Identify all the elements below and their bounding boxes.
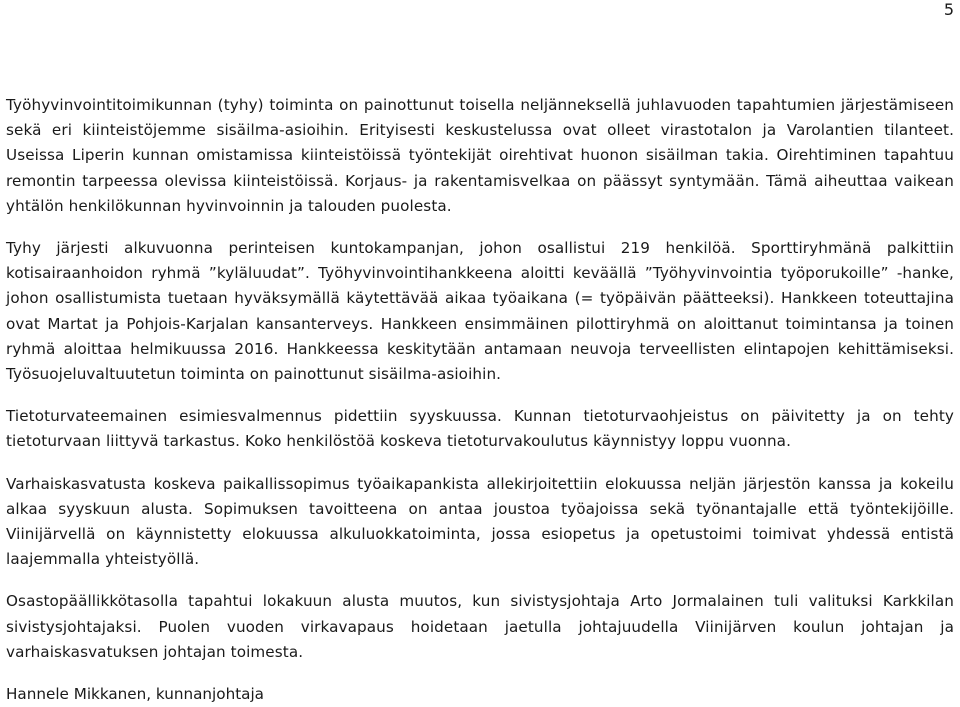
paragraph-early-education: Varhaiskasvatusta koskeva paikallissopimus työaikapankista allekirjoitettiin elokuussa neljän järjestön kanssa ja kokeilu alkaa syyskuun alusta. Sopimuksen tavoitteena on antaa joustoa työajoissa sekä työnantajalle että työntekijöille. Viinijärvellä on käynnistetty elokuussa alkuluokkatoiminta, jossa esiopetus ja opetustoimi toimivat yhdessä entistä laajemmalla yhteistyöllä. (6, 474, 954, 569)
paragraph-department-heads: Osastopäällikkötasolla tapahtui lokakuun alusta muutos, kun sivistysjohtaja Arto Jormalainen tuli valituksi Karkkilan sivistysjohtajaksi. Puolen vuoden virkavapaus hoidetaan jaetulla johtajuudella Viinijärven koulun johtajan ja varhaiskasvatuksen johtajan toimesta. (6, 592, 954, 661)
page-number: 5 (943, 0, 954, 19)
signature: Hannele Mikkanen, kunnanjohtaja (6, 685, 264, 704)
document-body (6, 93, 954, 707)
paragraph-data-security: Tietoturvateemainen esimiesvalmennus pidettiin syyskuussa. Kunnan tietoturvaohjeistus on päivitetty ja on tehty tietoturvaan liittyvä tarkastus. Koko henkilöstöä koskeva tietoturvakoulutus käynnistyy loppu vuonna. (6, 407, 954, 451)
paragraph-fitness-campaign: Tyhy järjesti alkuvuonna perinteisen kuntokampanjan, johon osallistui 219 henkilöä. Sporttiryhmänä palkittiin kotisairaanhoidon ryhmä ”kyläluudat”. Työhyvinvointihankkeena aloitti keväällä ”Työhyvinvointia työporukoille” -hanke, johon osallistumista tuetaan hyväksymällä käytettävää aikaa työaikana (= työpäivän päätteeksi). Hankkeen toteuttajina ovat Martat ja Pohjois-Karjalan kansanterveys. Hankkeen ensimmäinen pilottiryhmä on aloittanut toimintansa ja toinen ryhmä aloittaa helmikuussa 2016. Hankkeessa keskitytään antamaan neuvoja terveellisten elintapojen kehittämiseksi. Työsuojeluvaltuutetun toiminta on painottunut sisäilma-asioihin. (6, 239, 954, 384)
paragraph-wellbeing-committee: Työhyvinvointitoimikunnan (tyhy) toiminta on painottunut toisella neljänneksellä juhlavuoden tapahtumien järjestämiseen sekä eri kiinteistöjemme sisäilma-asioihin. Erityisesti keskustelussa ovat olleet virastotalon ja Varolantien tilanteet. Useissa Liperin kunnan omistamissa kiinteistöissä työntekijät oirehtivat huonon sisäilman takia. Oirehtiminen tapahtuu remontin tarpeessa olevissa kiinteistöissä. Korjaus- ja rakentamisvelkaa on päässyt syntymään. Tämä aiheuttaa vaikean yhtälön henkilökunnan hyvinvoinnin ja talouden puolesta. (6, 96, 954, 215)
